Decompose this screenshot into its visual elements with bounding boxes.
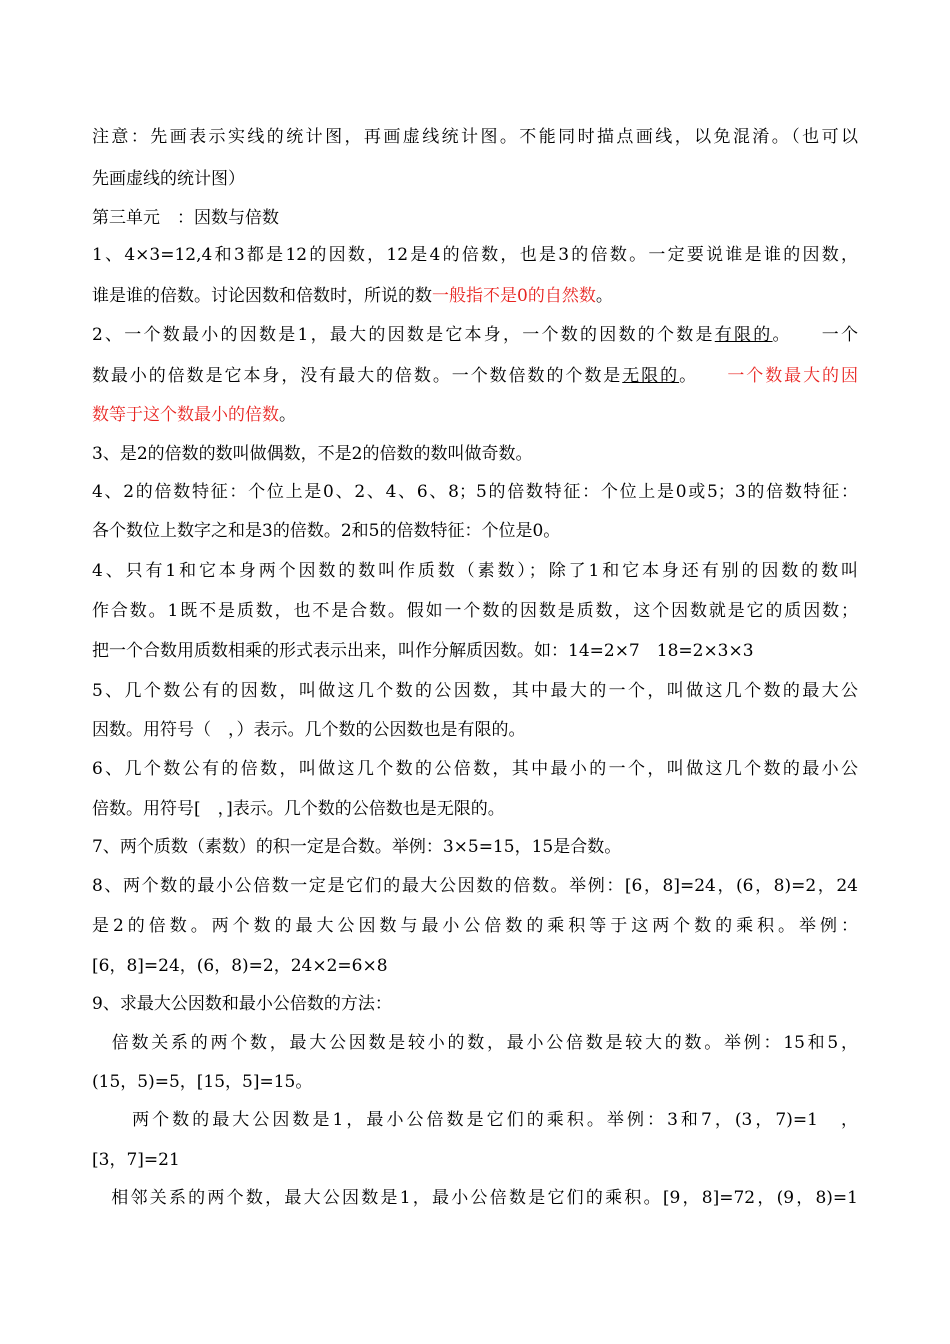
- text-line: [92, 520, 872, 542]
- text-segment: 8、两个数的最小公倍数一定是它们的最大公因数的倍数。举例：[6，8]=24，(6，8)=2，24: [92, 876, 858, 896]
- text-line: [92, 798, 872, 820]
- text-segment: 2、一个数最小的因数是1，最大的因数是它本身，一个数的因数的个数是: [92, 325, 715, 345]
- text-segment: 6、几个数公有的倍数，叫做这几个数的公倍数，其中最小的一个，叫做这几个数的最小公: [92, 759, 858, 779]
- text-line: [92, 600, 858, 622]
- highlighted-text: 一般指不是0的自然数: [432, 286, 596, 306]
- section-heading: [92, 207, 872, 229]
- text-segment: 先画虚线的统计图）: [92, 169, 245, 189]
- text-segment: [3，7]=21: [92, 1150, 180, 1170]
- text-segment: 。: [595, 286, 613, 306]
- text-segment: 4、2的倍数特征：个位上是0、2、4、6、8；5的倍数特征：个位上是0或5；3的倍数特征：: [92, 482, 858, 502]
- text-segment: (15，5)=5，[15，5]=15。: [92, 1072, 313, 1092]
- text-line: [92, 1032, 858, 1054]
- text-line: [92, 244, 858, 266]
- text-line: [92, 560, 858, 582]
- text-segment: 4、只有1和它本身两个因数的数叫作质数（素数）；除了1和它本身还有别的因数的数叫: [92, 561, 858, 581]
- text-segment: 1、4×3=12,4和3都是12的因数，12是4的倍数，也是3的倍数。一定要说谁是谁的因数，: [92, 245, 858, 265]
- text-line: [92, 481, 858, 503]
- text-segment: 各个数位上数字之和是3的倍数。2和5的倍数特征：个位是0。: [92, 521, 561, 541]
- text-line: [92, 915, 858, 937]
- text-segment: 是2的倍数。两个数的最大公因数与最小公倍数的乘积等于这两个数的乘积。举例：: [92, 916, 858, 936]
- text-line: [92, 324, 858, 346]
- text-segment: 7、两个质数（素数）的积一定是合数。举例：3×5=15，15是合数。: [92, 837, 622, 857]
- text-segment: 第三单元 ：因数与倍数: [92, 208, 279, 228]
- text-line: [92, 875, 858, 897]
- text-line: [92, 993, 872, 1015]
- text-line: [92, 758, 858, 780]
- text-segment: 。: [279, 405, 296, 425]
- text-segment: 作合数。1既不是质数，也不是合数。假如一个数的因数是质数，这个因数就是它的质因数；: [92, 601, 858, 621]
- text-line: [92, 719, 872, 741]
- text-line: [92, 1149, 872, 1171]
- text-line: [92, 443, 872, 465]
- text-segment: 倍数。用符号[ ，]表示。几个数的公倍数也是无限的。: [92, 799, 505, 819]
- text-line: [92, 365, 858, 387]
- text-segment: 把一个合数用质数相乘的形式表示出来，叫作分解质因数。如：14=2×7 18=2×3×3: [92, 641, 754, 661]
- text-segment: 数最小的倍数是它本身，没有最大的倍数。一个数倍数的个数是: [92, 366, 623, 386]
- text-segment: 两个数的最大公因数是1，最小公倍数是它们的乘积。举例：3和7，(3，7)=1 ，: [92, 1110, 858, 1130]
- text-segment: 倍数关系的两个数，最大公因数是较小的数，最小公倍数是较大的数。举例：15和5，: [92, 1033, 858, 1053]
- text-line: [92, 404, 872, 426]
- text-segment: 。: [679, 366, 728, 386]
- text-segment: 。 一个: [772, 325, 859, 345]
- text-line: [92, 640, 872, 662]
- text-line: [92, 1109, 858, 1131]
- text-line: [92, 168, 872, 190]
- text-segment: 相邻关系的两个数，最大公因数是1，最小公倍数是它们的乘积。[9，8]=72，(9，8)=1: [92, 1188, 858, 1208]
- text-line: [92, 955, 872, 977]
- text-line: [92, 285, 872, 307]
- text-segment: 因数。用符号（ ，）表示。几个数的公因数也是有限的。: [92, 720, 526, 740]
- text-line: [92, 1187, 858, 1209]
- underlined-text: 有限的: [714, 325, 773, 345]
- text-line: [92, 126, 858, 148]
- text-segment: 注意：先画表示实线的统计图，再画虚线统计图。不能同时描点画线，以免混淆。（也可以: [92, 127, 858, 147]
- highlighted-text: 数等于这个数最小的倍数: [92, 405, 279, 425]
- text-line: [92, 836, 872, 858]
- text-segment: 3、是2的倍数的数叫做偶数，不是2的倍数的数叫做奇数。: [92, 444, 533, 464]
- text-line: [92, 1071, 872, 1093]
- text-line: [92, 680, 858, 702]
- text-segment: 9、求最大公因数和最小公倍数的方法：: [92, 994, 392, 1014]
- highlighted-text: 一个数最大的因: [727, 366, 858, 386]
- text-segment: 5、几个数公有的因数，叫做这几个数的公因数，其中最大的一个，叫做这几个数的最大公: [92, 681, 858, 701]
- underlined-text: 无限的: [622, 366, 680, 386]
- text-segment: 谁是谁的倍数。讨论因数和倍数时，所说的数: [92, 286, 432, 306]
- text-segment: [6，8]=24，(6，8)=2，24×2=6×8: [92, 956, 388, 976]
